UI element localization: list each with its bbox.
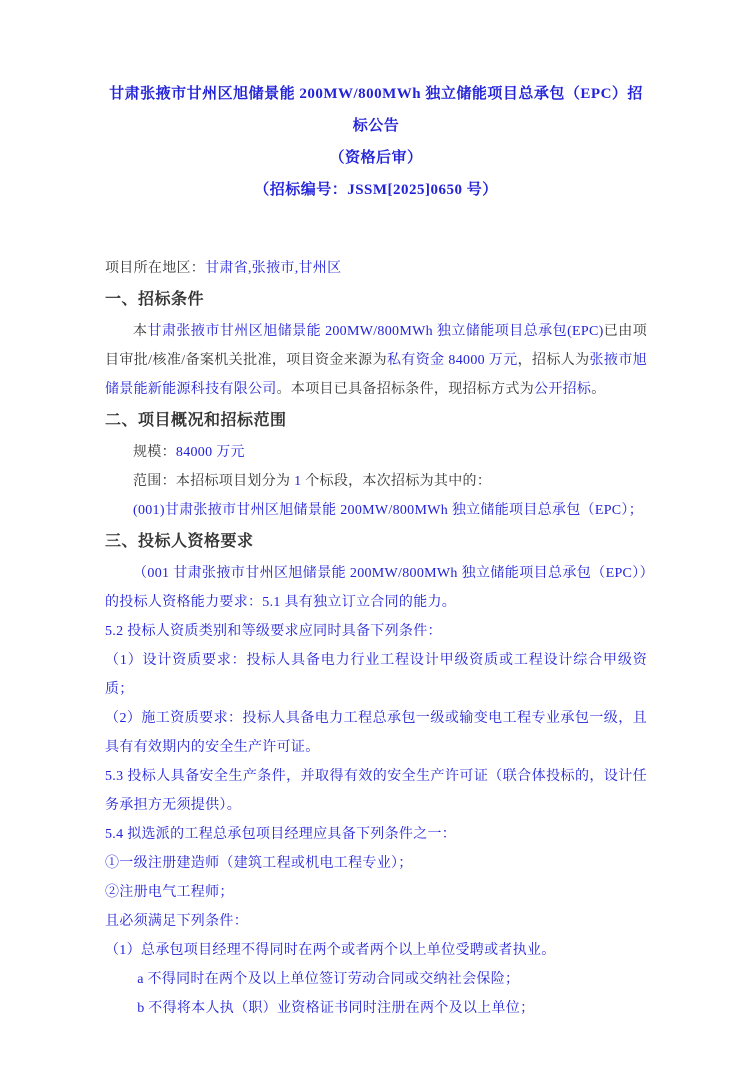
text-segment: 甘肃省,张掖市,甘州区 <box>205 261 342 276</box>
project-scope-line <box>105 467 647 496</box>
text-segment: （1）总承包项目经理不得同时在两个或者两个以上单位受聘或者执业。 <box>105 943 556 958</box>
text-segment: 甘肃张掖市甘州区旭储景能 200MW/800MWh 独立储能项目总承包(EPC) <box>147 324 604 339</box>
qualification-requirement-5-1 <box>105 559 647 617</box>
text-segment: 84000 万元 <box>175 445 245 460</box>
section-1-heading <box>105 285 647 315</box>
text-segment: 三、投标人资格要求 <box>105 533 254 550</box>
text-segment: 。 <box>591 382 606 397</box>
text-segment: 公开招标 <box>534 382 592 397</box>
qualification-requirement-5-3 <box>105 762 647 820</box>
text-segment: （1）设计资质要求：投标人具备电力行业工程设计甲级资质或工程设计综合甲级资质； <box>105 653 647 697</box>
tender-conditions-paragraph <box>105 317 647 404</box>
text-segment: ②注册电气工程师； <box>105 885 234 900</box>
text-segment: ，招标人为 <box>517 353 590 368</box>
text-segment: 项目所在地区： <box>105 261 206 276</box>
text-segment: 。本项目已具备招标条件，现招标方式为 <box>276 382 535 397</box>
text-segment: 已由项目审批/核准/备案机关批准，项目资金来源为 <box>105 324 648 368</box>
additional-condition-1 <box>105 936 647 965</box>
text-segment: 张掖市旭储景能新能源科技有限公司 <box>105 353 648 397</box>
additional-condition-1b <box>105 994 647 1023</box>
construction-qualification-item <box>105 704 647 762</box>
qualification-requirement-5-4 <box>105 820 647 849</box>
bid-section-001-line <box>105 496 647 525</box>
section-2-heading <box>105 406 647 436</box>
qualification-review-subtitle: （资格后审） <box>329 150 423 166</box>
section-3-heading <box>105 527 647 557</box>
qualification-requirement-5-2 <box>105 617 647 646</box>
text-segment: b 不得将本人执（职）业资格证书同时注册在两个及以上单位； <box>137 1001 535 1016</box>
text-segment: （001 甘肃张掖市甘州区旭储景能 200MW/800MWh 独立储能项目总承包（EPC））的投标人资格能力要求：5.1 具有独立订立合同的能力。 <box>105 566 647 610</box>
page-title: 甘肃张掖市甘州区旭储景能 200MW/800MWh 独立储能项目总承包（EPC）招标公告 <box>109 86 643 134</box>
text-segment: 范围：本招标项目划分为 <box>133 474 295 489</box>
project-manager-option-1 <box>105 849 647 878</box>
text-segment: 5.3 投标人具备安全生产条件，并取得有效的安全生产许可证（联合体投标的，设计任务承担方无须提供）。 <box>105 769 647 813</box>
text-segment: 二、项目概况和招标范围 <box>105 412 287 429</box>
text-segment: ①一级注册建造师（建筑工程或机电工程专业）； <box>105 856 413 871</box>
text-segment: 且必须满足下列条件： <box>105 914 248 929</box>
text-segment: 5.2 投标人资质类别和等级要求应同时具备下列条件： <box>105 624 442 639</box>
project-manager-option-2 <box>105 878 647 907</box>
text-segment: 个标段，本次招标为其中的： <box>301 474 492 489</box>
title-block <box>105 78 647 206</box>
additional-conditions-lead-line <box>105 907 647 936</box>
tender-number-line: （招标编号：JSSM[2025]0650 号） <box>254 182 498 198</box>
text-segment: 5.4 拟选派的工程总承包项目经理应具备下列条件之一： <box>105 827 457 842</box>
text-segment: (001)甘肃张掖市甘州区旭储景能 200MW/800MWh 独立储能项目总承包（EPC）； <box>133 503 644 518</box>
design-qualification-item <box>105 646 647 704</box>
project-scale-line <box>105 438 647 467</box>
additional-condition-1a <box>105 965 647 994</box>
text-segment: 私有资金 84000 万元 <box>386 353 518 368</box>
project-location-line <box>105 254 647 283</box>
text-segment: 规模： <box>133 445 176 460</box>
text-segment: 本 <box>133 324 148 339</box>
text-segment: （2）施工资质要求：投标人具备电力工程总承包一级或输变电工程专业承包一级，且具有有效期内的安全生产许可证。 <box>105 711 647 755</box>
text-segment: a 不得同时在两个及以上单位签订劳动合同或交纳社会保险； <box>137 972 520 987</box>
text-segment: 1 <box>294 474 302 489</box>
text-segment: 一、招标条件 <box>105 291 205 308</box>
document-body <box>105 254 647 1023</box>
